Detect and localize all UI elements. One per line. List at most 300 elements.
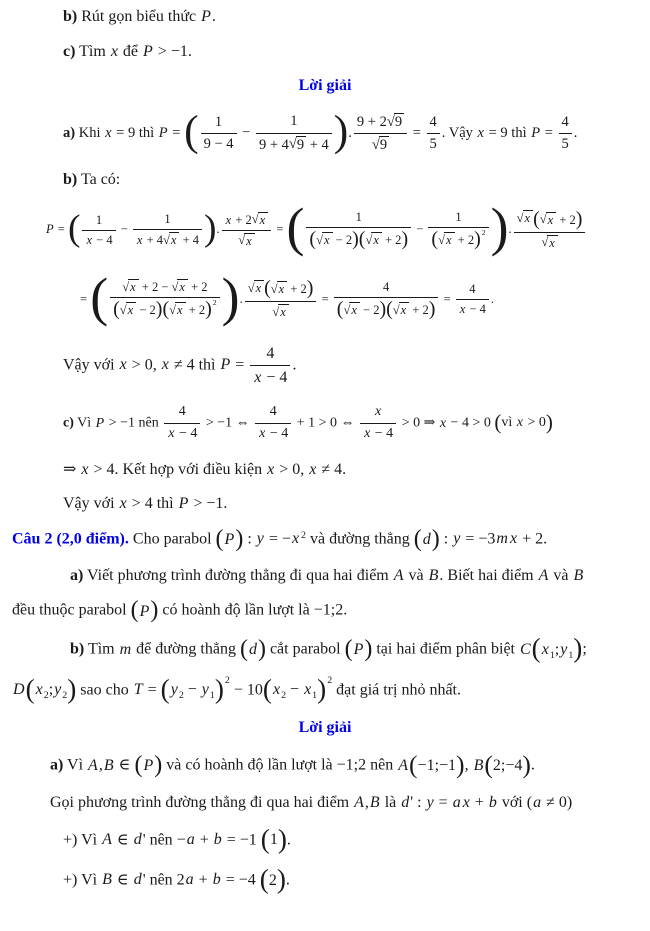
text-run: > 4. Kết hợp với điều kiện [89, 460, 267, 478]
text-run: + 2 [454, 233, 475, 248]
radical-icon: √ [169, 303, 176, 318]
sqrt [387, 113, 404, 131]
math-variable: x [547, 212, 554, 227]
denominator [110, 298, 220, 321]
fraction [306, 209, 411, 251]
text-run: , [98, 756, 103, 774]
math-variable: x [119, 356, 127, 374]
text-run: ∈ [114, 756, 135, 774]
text-run: 2 [268, 871, 277, 889]
fraction [222, 211, 272, 250]
bold-text: c) [63, 42, 76, 60]
text-run: 4 [178, 404, 186, 420]
math-variable: x [291, 530, 300, 548]
problem2-statement [12, 525, 650, 552]
radicand [278, 304, 289, 320]
math-variable: b [213, 830, 222, 848]
fraction [428, 209, 488, 251]
text-run: = [434, 794, 452, 811]
paren-content [248, 639, 258, 661]
paren-group [130, 597, 159, 624]
numerator [164, 403, 200, 424]
math-variable: P [158, 125, 168, 141]
solution1-c-conclusion [63, 493, 650, 515]
open-paren: ( [67, 207, 81, 249]
text-run: ≠ 0) [542, 794, 573, 811]
math-variable: a [533, 794, 542, 811]
paren-content [142, 755, 154, 777]
solution1-b-conclusion [63, 343, 650, 388]
math-variable: P [46, 221, 54, 236]
text-run: Rút gọn biểu thức [77, 8, 201, 25]
open-paren: ( [358, 228, 366, 251]
denominator [255, 424, 291, 444]
text-run: − 4 [175, 425, 198, 441]
sqrt [372, 136, 389, 154]
math-variable: x [278, 282, 285, 297]
math-variable: x [130, 280, 136, 295]
sqrt [163, 232, 179, 248]
paren-content [393, 302, 429, 318]
math-variable: P [143, 42, 153, 60]
math-variable: x [351, 302, 357, 317]
superscript: 2 [224, 675, 230, 687]
math-variable: x [280, 305, 286, 320]
text-run: ⇒ [63, 460, 81, 478]
solution-heading-2 [0, 717, 650, 739]
close-paren: ) [490, 197, 509, 258]
open-paren: ( [409, 750, 418, 780]
subscript: 1 [568, 649, 574, 661]
paren-group [286, 197, 509, 258]
numerator [456, 281, 489, 300]
solution2-a-eq2 [63, 863, 650, 894]
sqrt [343, 302, 359, 318]
math-variable: x [105, 125, 112, 141]
text-run: ∈ [112, 830, 133, 848]
text-run: −1;−1 [417, 757, 457, 775]
radical-icon: √ [163, 232, 170, 247]
open-paren: ( [215, 525, 224, 552]
text-run: Tìm [84, 640, 119, 658]
open-paren: ( [160, 673, 170, 704]
text-run: . [530, 756, 535, 774]
numerator [255, 403, 291, 424]
math-variable: T [133, 680, 143, 698]
paren-group [431, 228, 481, 251]
close-paren: ) [575, 207, 583, 230]
paren-group [309, 228, 359, 251]
denominator [201, 134, 237, 154]
radicand [547, 235, 558, 251]
paren-content [224, 529, 236, 551]
close-paren: ) [306, 277, 314, 300]
solution1-b-derivation-1 [45, 197, 650, 258]
radicand [254, 280, 265, 296]
open-paren: ( [134, 752, 143, 779]
open-paren: ( [533, 207, 540, 230]
math-variable: P [178, 495, 189, 513]
paren-content [365, 232, 401, 248]
text-run: > 0 [523, 414, 546, 430]
subscript: 2 [43, 690, 49, 702]
denominator [256, 134, 332, 155]
numerator [256, 112, 332, 133]
subscript: 1 [209, 690, 215, 702]
open-paren: ( [25, 673, 35, 704]
open-paren: ( [264, 277, 271, 300]
math-variable: A [354, 794, 364, 811]
paren-content [540, 212, 576, 228]
bold-text: b) [63, 8, 78, 25]
math-variable: x [127, 303, 134, 318]
solution-heading-1 [0, 75, 650, 97]
text-run: vì [501, 414, 516, 430]
text-run: − 4 [262, 368, 288, 386]
text-run: = [231, 356, 249, 374]
text-run: có hoành độ lần lượt là −1;2. [158, 602, 348, 620]
radicand [399, 302, 410, 318]
fraction [164, 403, 200, 444]
fraction [456, 281, 489, 318]
paren-group [336, 297, 387, 320]
open-paren: ( [90, 266, 109, 327]
denominator [133, 230, 202, 249]
radicand [523, 210, 534, 226]
superscript: 2 [327, 675, 333, 687]
radical-icon: √ [343, 302, 351, 317]
bold-text: c) [63, 415, 74, 431]
text-run: ∈ [112, 871, 133, 889]
text-run: Vì [63, 756, 88, 774]
paren-content [418, 755, 457, 777]
close-paren: ) [155, 298, 163, 321]
problem1-part-b [63, 6, 650, 28]
paren-content [541, 639, 574, 661]
paren-group [67, 207, 217, 249]
text-run: − 2 [359, 302, 380, 317]
paren-content [120, 302, 156, 318]
math-variable: b [212, 871, 221, 889]
denominator [164, 424, 200, 444]
numerator [427, 113, 440, 134]
text-run: = [440, 291, 454, 306]
math-variable: y [453, 530, 461, 548]
math-variable: x [375, 404, 382, 420]
superscript: 2 [481, 227, 486, 237]
text-run: = [143, 680, 161, 698]
problem2-b-line2 [12, 673, 650, 704]
open-paren: ( [162, 298, 170, 321]
radical-icon: √ [272, 305, 280, 320]
math-variable: x [439, 415, 447, 431]
sqrt [316, 232, 332, 248]
paren-group [184, 107, 349, 156]
text-run: ≠ 4. [317, 460, 347, 478]
paren-content [270, 829, 278, 851]
text-run: > −1 ⇔ [202, 415, 254, 431]
paren-group [484, 750, 531, 780]
paren-group [90, 266, 240, 327]
open-paren: ( [113, 298, 120, 321]
fraction [250, 343, 290, 388]
radicand [128, 279, 139, 295]
text-run: Viết phương trình đường thẳng đi qua hai điểm [83, 566, 393, 584]
paren-content [316, 232, 352, 248]
math-variable: x [373, 233, 379, 248]
solution1-b-intro [63, 169, 650, 191]
radical-icon: √ [119, 303, 127, 318]
text-run: ; [554, 641, 560, 659]
text-run: − 4 [371, 425, 394, 441]
solution2-a-points [50, 750, 650, 780]
paren-content [35, 679, 68, 701]
sqrt [393, 302, 409, 318]
math-variable: a [185, 871, 194, 889]
radical-icon: √ [270, 282, 278, 297]
math-variable: A [393, 566, 404, 584]
problem2-a-line1 [70, 565, 650, 587]
text-run: . [348, 125, 352, 141]
open-paren: ( [286, 197, 305, 258]
math-variable: y [201, 681, 209, 699]
math-variable: x [364, 425, 371, 441]
math-variable: x [445, 233, 452, 248]
text-run: để [118, 42, 143, 60]
text-run: 9 − 4 [203, 136, 234, 153]
text-run: . Biết hai điểm [439, 566, 538, 584]
text-run: + 4 [179, 233, 200, 248]
text-run: 1 [290, 113, 298, 130]
text-run: − 10 [229, 680, 263, 698]
text-run: . [508, 221, 512, 236]
paren-group [533, 207, 583, 230]
paren-group [260, 823, 287, 854]
text-run: + 2 [381, 233, 402, 248]
numerator [82, 212, 115, 231]
radicand [175, 302, 186, 318]
math-variable: D [13, 680, 25, 698]
radical-icon: √ [365, 232, 373, 247]
denominator [354, 134, 407, 155]
text-run: với ( [497, 794, 533, 811]
math-variable: x [170, 233, 177, 248]
close-paren: ) [401, 228, 409, 251]
text-run: . [490, 291, 495, 306]
paren-content [269, 870, 277, 892]
sqrt [271, 281, 287, 297]
denominator [334, 298, 439, 321]
open-paren: ( [130, 597, 139, 624]
sqrt [122, 279, 138, 295]
text-run: : [243, 530, 256, 548]
math-variable: x [516, 414, 523, 430]
text-run: + [470, 794, 488, 811]
close-paren: ) [573, 633, 583, 664]
denominator [427, 134, 440, 154]
text-run: = [80, 291, 91, 306]
close-paren: ) [154, 752, 163, 779]
text-run: = 9 thì [112, 125, 158, 141]
close-paren: ) [352, 228, 359, 251]
math-variable: B [473, 756, 484, 774]
math-variable: A [538, 566, 549, 584]
math-variable: x [272, 681, 281, 699]
close-paren: ) [545, 410, 553, 434]
paren-group [413, 525, 440, 552]
radicand [394, 113, 404, 131]
text-run: + 2 [187, 280, 208, 295]
text-run: = [409, 125, 425, 141]
paren-content [199, 112, 334, 155]
radical-icon: √ [392, 302, 400, 317]
text-run: > −1 nên [105, 415, 163, 431]
paren-group [134, 752, 163, 779]
math-variable: x [110, 42, 118, 60]
sqrt [289, 136, 306, 154]
math-variable: x [549, 235, 555, 250]
text-run: > −1. [189, 495, 228, 513]
math-variable: x [524, 211, 531, 226]
radicand [277, 281, 288, 297]
fraction [559, 113, 572, 155]
math-variable: y [426, 794, 434, 811]
numerator [559, 113, 572, 134]
close-paren: ) [456, 750, 465, 780]
math-variable: x [541, 641, 549, 659]
text-run: Tìm [75, 42, 110, 60]
denominator [222, 231, 272, 250]
radical-icon: √ [539, 212, 547, 227]
text-run: − 4 [93, 232, 113, 247]
math-variable: x [35, 681, 43, 699]
radicand [169, 232, 180, 248]
paren-group [113, 298, 163, 321]
paren-group [264, 277, 314, 300]
paren-group [344, 636, 373, 663]
text-run: và đường thẳng [306, 530, 414, 548]
text-run: sao cho [76, 680, 133, 698]
numerator [360, 403, 396, 424]
subscript: 2 [281, 690, 287, 702]
math-variable: A [398, 756, 409, 774]
text-run: và [404, 566, 428, 584]
math-variable: x [477, 125, 484, 141]
radicand [126, 302, 137, 318]
sqrt [517, 210, 533, 226]
text-run: + [194, 871, 212, 889]
denominator [428, 228, 488, 251]
text-run: và [549, 566, 573, 584]
sqrt [120, 302, 136, 318]
text-run: = − [264, 530, 291, 548]
close-paren: ) [364, 636, 373, 663]
open-paren: ( [336, 297, 344, 320]
text-run: Vậy với [63, 495, 119, 513]
close-paren: ) [428, 297, 436, 320]
open-paren: ( [344, 636, 353, 663]
open-paren: ( [386, 297, 393, 320]
text-run: 1 [269, 831, 278, 849]
math-variable: x [259, 425, 266, 441]
text-run: 9 + 4 [258, 136, 289, 153]
bold-text: b) [70, 640, 85, 658]
close-paren: ) [522, 750, 531, 780]
paren-content [493, 755, 522, 777]
text-run: 2;−4 [492, 757, 523, 775]
paren-group [531, 633, 583, 664]
math-variable: d [401, 794, 410, 811]
math-variable: y [54, 681, 62, 699]
text-run: , [364, 794, 369, 811]
text-run: − 4 [466, 302, 486, 317]
radical-icon: √ [386, 113, 395, 130]
text-run: là [380, 794, 401, 811]
math-variable: B [103, 756, 114, 774]
radicand [379, 136, 389, 154]
math-variable: C [519, 640, 531, 658]
text-run: − 2 [136, 303, 156, 318]
denominator [245, 302, 317, 321]
paren-group [162, 298, 212, 321]
text-run: 1 [455, 210, 462, 225]
math-variable: d [248, 641, 257, 659]
radicand [546, 212, 557, 228]
math-variable: x [459, 302, 466, 317]
text-run: Vì [73, 415, 95, 431]
fraction [354, 112, 407, 156]
subscript: 1 [312, 690, 318, 702]
text-run: . [292, 356, 297, 374]
numerator [250, 343, 290, 366]
paren-group [494, 410, 553, 434]
text-run: 9 + 2 [356, 113, 387, 130]
subscript: 2 [62, 690, 68, 702]
denominator [456, 300, 489, 318]
solution1-c-step1 [63, 403, 650, 444]
text-run: +) Vì [63, 871, 102, 889]
open-paren: ( [494, 410, 502, 434]
radical-icon: √ [316, 232, 323, 247]
denominator [514, 233, 586, 252]
text-run: cắt parabol [265, 640, 345, 658]
math-variable: A [102, 830, 112, 848]
text-run: , [464, 756, 473, 774]
math-variable: x [509, 530, 518, 548]
paren-content [304, 209, 490, 251]
text-run: Ta có: [77, 170, 121, 188]
text-run: = [54, 221, 68, 236]
radical-icon: √ [438, 232, 445, 247]
problem2-b-line1 [70, 633, 650, 664]
math-variable: x [168, 425, 175, 441]
numerator [306, 209, 411, 228]
numerator [354, 112, 407, 134]
text-run: − 4 > 0 [447, 415, 495, 431]
math-variable: b [488, 794, 497, 811]
math-variable: P [353, 641, 364, 659]
close-paren: ) [276, 863, 286, 894]
superscript: 2 [212, 298, 217, 308]
math-variable: a [186, 830, 195, 848]
radical-icon: √ [171, 280, 179, 295]
math-variable: x [136, 233, 143, 248]
radicand [349, 302, 360, 318]
blue-bold-text: Lời giải [298, 718, 352, 736]
sqrt [169, 302, 185, 318]
radicand [258, 212, 269, 228]
text-run: + 2. [518, 530, 548, 548]
